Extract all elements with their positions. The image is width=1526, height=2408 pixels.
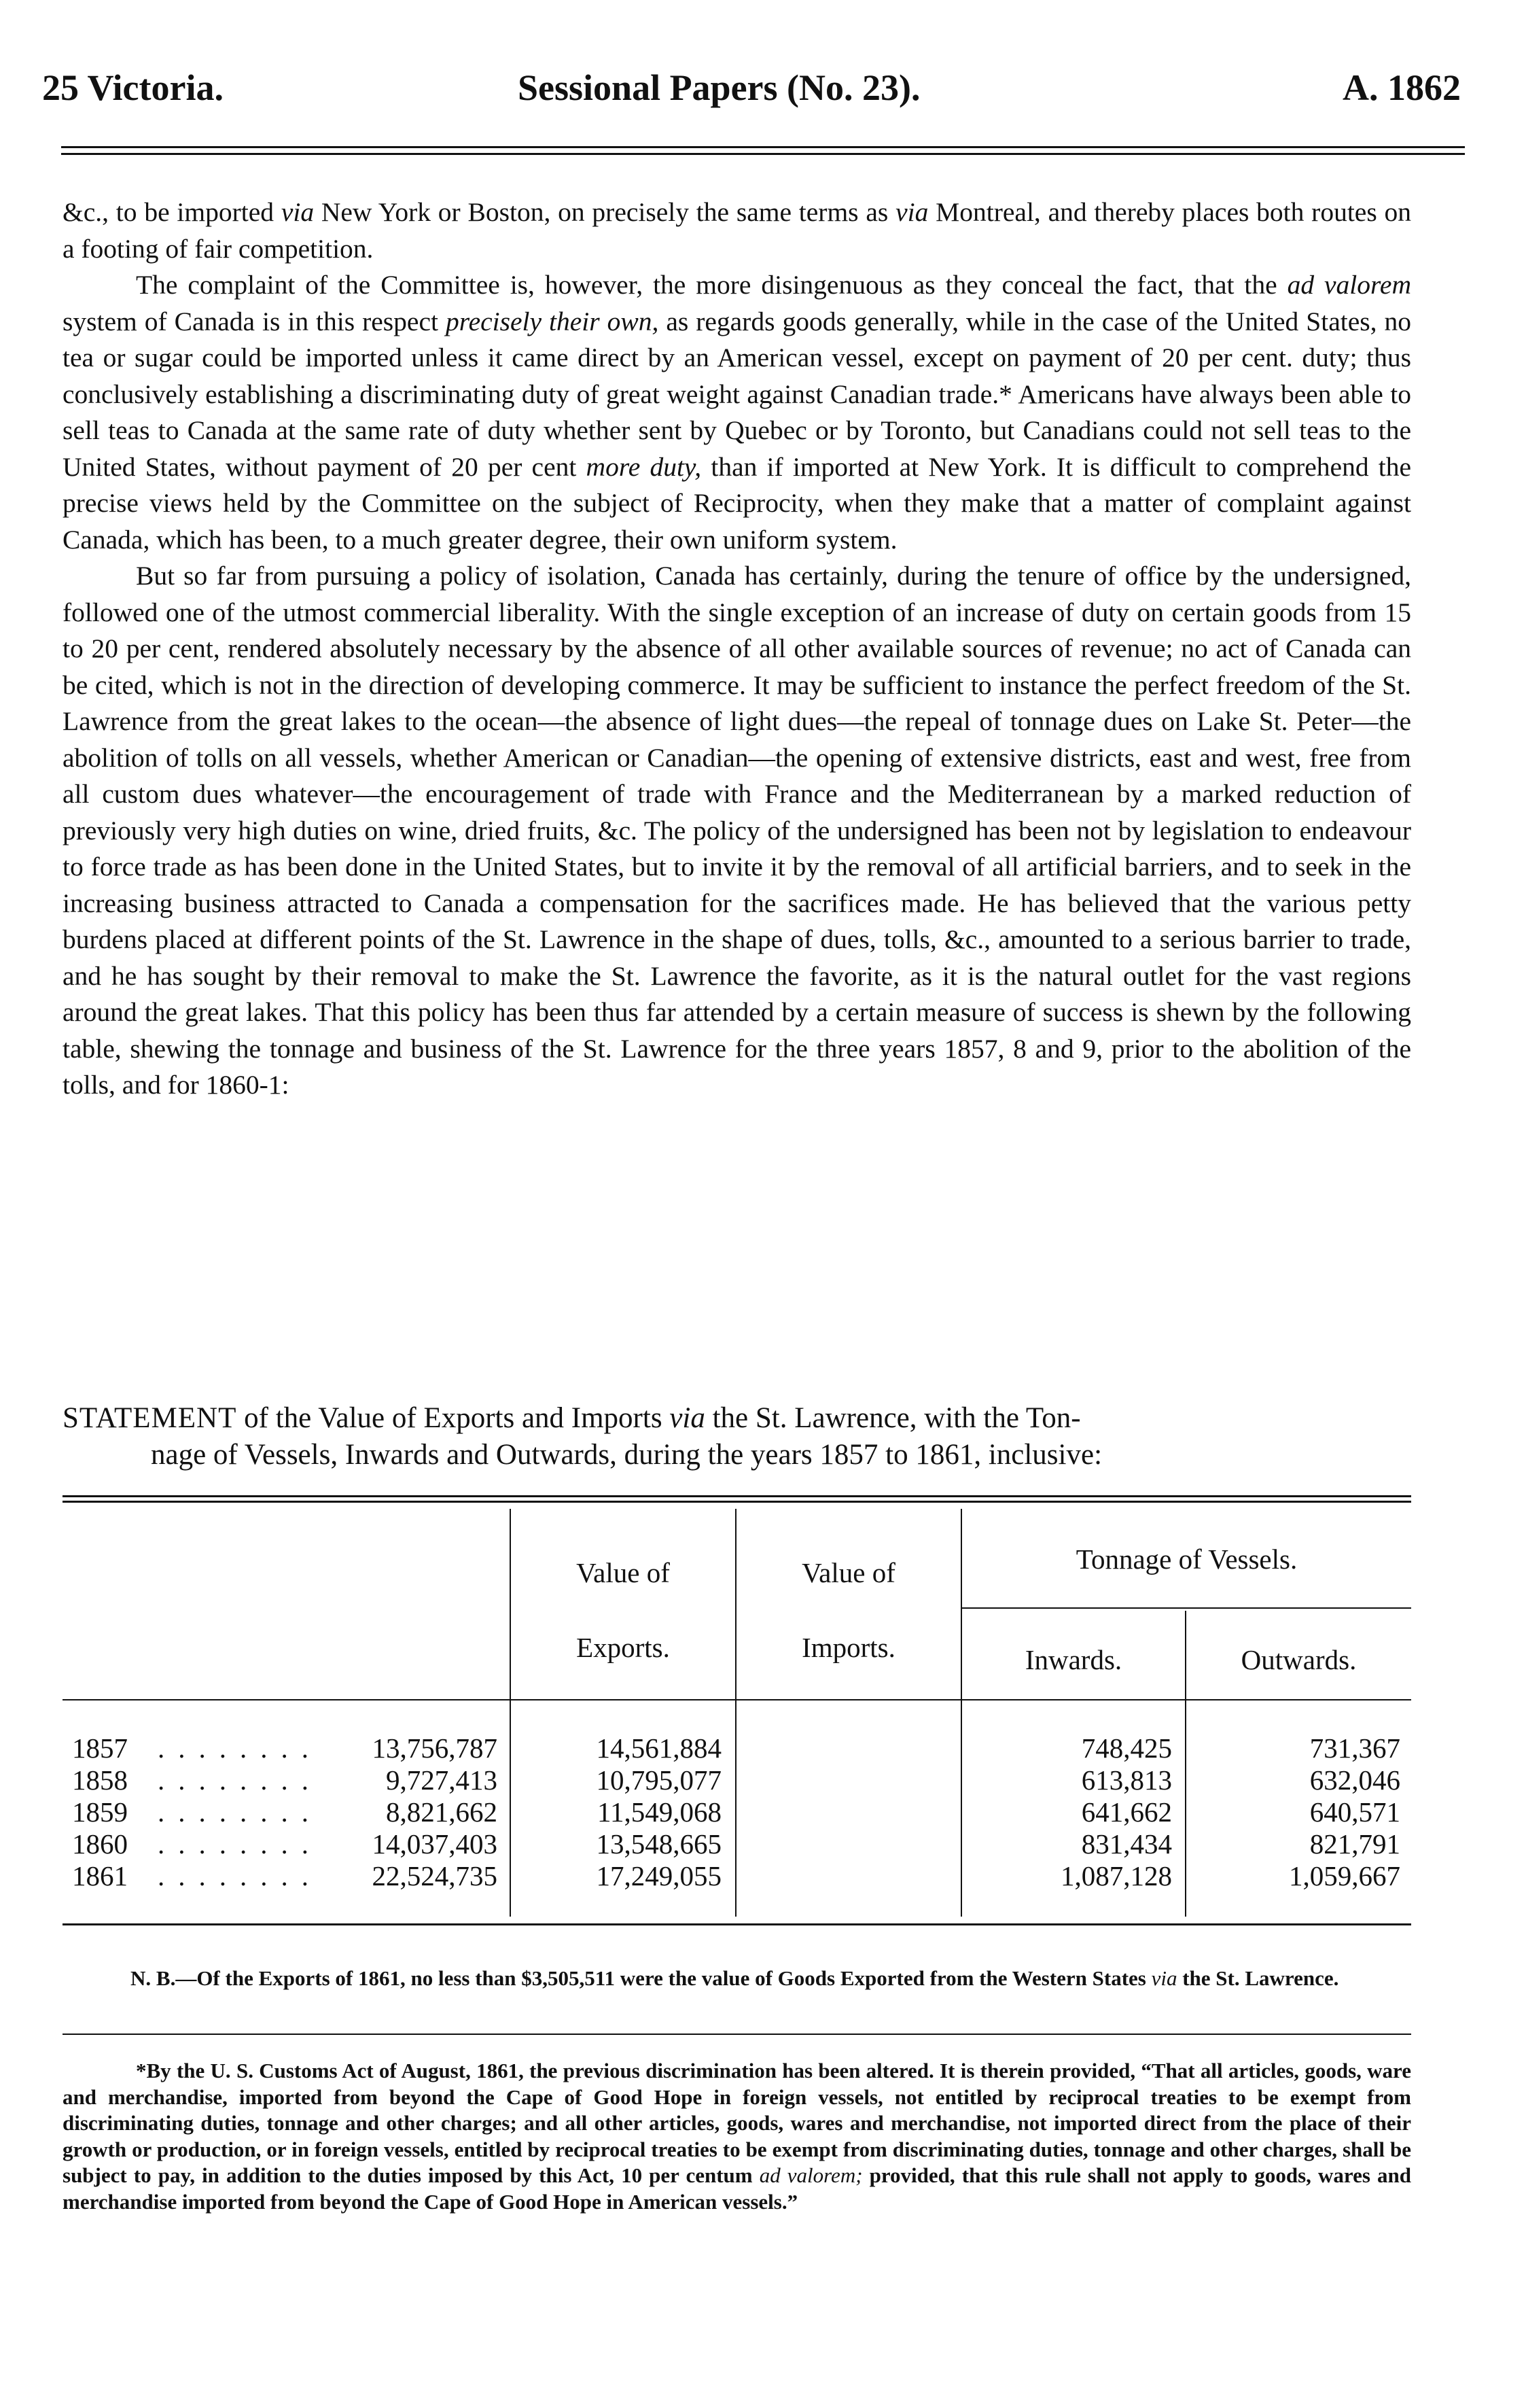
header-imports: Imports.	[802, 1632, 895, 1663]
table-header-rule	[63, 1699, 1411, 1700]
header-value-of-imports: Value of	[802, 1557, 895, 1588]
header-title: Sessional Papers (No. 23).	[518, 67, 921, 108]
header-rule	[61, 146, 1465, 148]
table-row: 1860 ........ 14,037,403 13,548,665 831,434 821,791	[72, 1828, 1400, 1860]
nota-bene: N. B.—Of the Exports of 1861, no less than $3,505,511 were the value of Goods Exported from the Western States via the St. Lawrence.	[130, 1966, 1339, 1990]
statement-table	[63, 1495, 1411, 1964]
paragraph-2: The complaint of the Committee is, however, the more disingenuous as they conceal the fact, that the ad valorem system of Canada is in this respect precisely their own, as regards goods generally, while in the case of the United States, no tea or sugar could be imported unless it came direct by an American vessel, except on payment of 20 per cent. duty; thus conclusively establishing a discriminating duty of great weight against Canadian trade.* Americans have always been able to sell teas to Canada at the same rate of duty whether sent by Quebec or by Toronto, but Canadians could not sell teas to the United States, without payment of 20 per cent more duty, than if imported at New York. It is difficult to comprehend the precise views held by the Committee on the subject of Reciprocity, when they make that a matter of complaint against Canada, which has been, to a much greater degree, their own uniform system.	[63, 270, 1412, 555]
statement-caption: STATEMENT of the Value of Exports and Imports via the St. Lawrence, with the Ton- nage of Vessels, Inwards and Outwards, during the years 1857 to 1861, inclusive:	[63, 1402, 1103, 1471]
body-text	[63, 194, 1411, 1104]
paragraph-1: &c., to be imported via New York or Boston, on precisely the same terms as via Montreal, and thereby places both routes on a footing of fair competition.	[63, 197, 1411, 264]
footnote-rule	[63, 2034, 1411, 2035]
header-year: A. 1862	[1343, 67, 1461, 108]
table-row: 1858 ........ 9,727,413 10,795,077 613,813 632,046	[72, 1764, 1400, 1796]
tonnage-subheader-rule	[961, 1607, 1411, 1609]
header-value-of-exports: Value of	[576, 1557, 670, 1588]
header-volume: 25 Victoria.	[42, 67, 224, 108]
page-header	[42, 67, 1461, 114]
table-row: 1857 ........ 13,756,787 14,561,884 748,425 731,367	[72, 1732, 1400, 1764]
table-row: 1859 ........ 8,821,662 11,549,068 641,662 640,571	[72, 1796, 1400, 1828]
header-tonnage: Tonnage of Vessels.	[1076, 1543, 1298, 1575]
header-inwards: Inwards.	[1025, 1644, 1122, 1675]
table-row: 1861 ........ 22,524,735 17,249,055 1,087,128 1,059,667	[72, 1860, 1400, 1891]
header-exports: Exports.	[576, 1632, 670, 1663]
paragraph-3: But so far from pursuing a policy of isolation, Canada has certainly, during the tenure of office by the undersigned, followed one of the utmost commercial liberality. With the single exception of an increase of duty on certain goods from 15 to 20 per cent, rendered absolutely necessary by the absence of all other available sources of revenue; no act of Canada can be cited, which is not in the direction of developing commerce. It may be sufficient to instance the perfect freedom of the St. Lawrence from the great lakes to the ocean—the absence of light dues—the repeal of tonnage dues on Lake St. Peter—the abolition of tolls on all vessels, whether American or Canadian—the opening of extensive districts, east and west, free from all custom dues whatever—the encouragement of trade with France and the Mediterranean by a marked reduction of previously very high duties on wine, dried fruits, &c. The policy of the undersigned has been not by legislation to endeavour to force trade as has been done in the United States, but to invite it by the removal of all artificial barriers, and to seek in the increasing business attracted to Canada a compensation for the sacrifices made. He has believed that the various petty burdens placed at different points of the St. Lawrence in the shape of dues, tolls, &c., amounted to a serious barrier to trade, and he has sought by their removal to make the St. Lawrence the favorite, as it is the natural outlet for the vast regions around the great lakes. That this policy has been thus far attended by a certain measure of success is shewn by the following table, shewing the tonnage and business of the St. Lawrence for the three years 1857, 8 and 9, prior to the abolition of the tolls, and for 1860-1:	[63, 561, 1411, 1100]
table-top-rule	[63, 1495, 1411, 1497]
header-rule-double	[61, 153, 1465, 155]
table-bottom-rule	[63, 1923, 1411, 1925]
footnote: *By the U. S. Customs Act of August, 1861, the previous discrimination has been altered. It is therein provided, “That all articles, goods, ware and merchandise, imported from beyond the Cape of Good Hope in foreign vessels, not entitled by reciprocal treaties to be exempt from discriminating duties, tonnage and other charges; and all other articles, goods, wares and merchandise, not imported direct from the place of their growth or production, or in foreign vessels, entitled by reciprocal treaties to be exempt from discriminating duties, tonnage and other charges, shall be subject to pay, in addition to the duties imposed by this Act, 10 per centum ad valorem; provided, that this rule shall not apply to goods, wares and merchandise imported from beyond the Cape of Good Hope in American vessels.”	[63, 2059, 1411, 2214]
header-outwards: Outwards.	[1241, 1644, 1357, 1675]
table-top-rule-double	[63, 1501, 1411, 1503]
